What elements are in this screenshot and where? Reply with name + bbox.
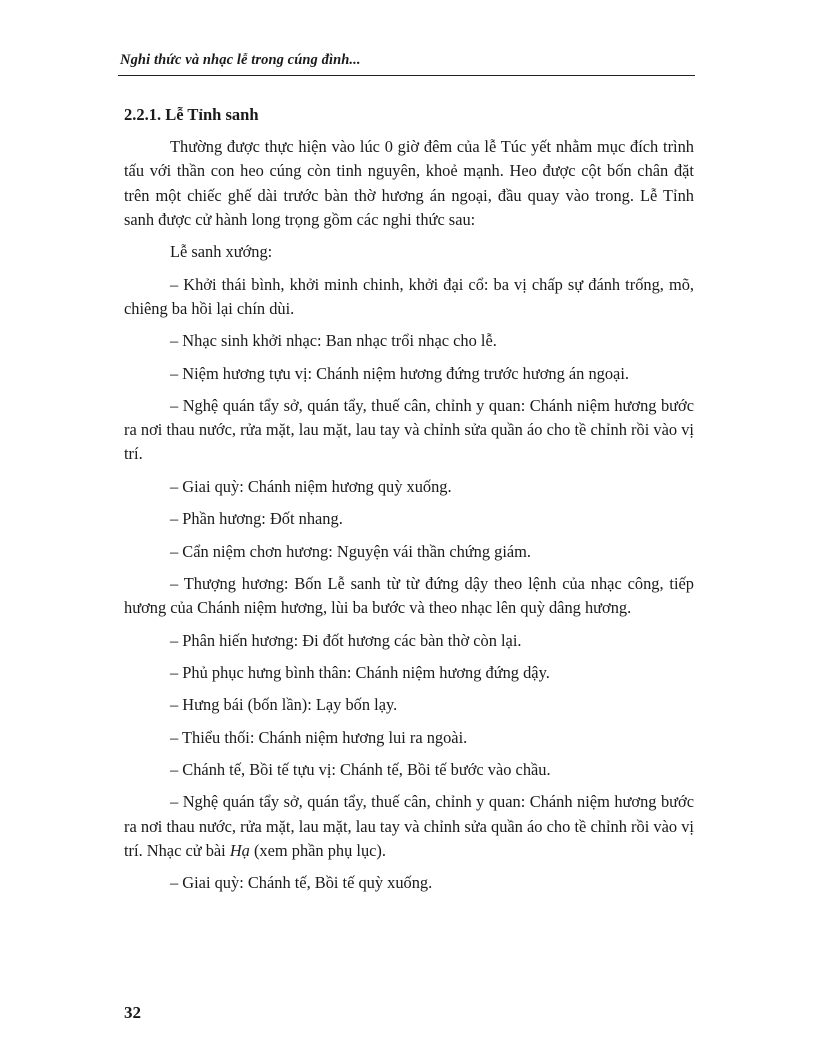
list-item: – Thượng hương: Bốn Lễ sanh từ từ đứng dậy theo lệnh của nhạc công, tiếp hương của Chánh niệm hương, lùi ba bước và theo nhạc lên quỳ dâng hương. bbox=[124, 573, 694, 618]
section-title: 2.2.1. Lễ Tỉnh sanh bbox=[124, 105, 259, 124]
running-header: Nghi thức và nhạc lễ trong cúng đình... bbox=[120, 52, 361, 68]
paragraph-le-sanh-xuong: Lễ sanh xướng: bbox=[170, 242, 273, 262]
list-item: – Hưng bái (bốn lần): Lạy bốn lạy. bbox=[170, 695, 398, 715]
list-item: – Giai quỳ: Chánh tế, Bồi tế quỳ xuống. bbox=[170, 873, 433, 893]
list-item: – Thiểu thối: Chánh niệm hương lui ra ngoài. bbox=[170, 727, 468, 747]
page-body bbox=[124, 103, 694, 904]
list-item: – Phân hiến hương: Đi đốt hương các bàn thờ còn lại. bbox=[170, 630, 522, 650]
header-rule bbox=[118, 75, 695, 76]
list-item-with-italic bbox=[124, 790, 694, 863]
list-item: – Phần hương: Đốt nhang. bbox=[170, 509, 343, 529]
list-item: – Chánh tế, Bồi tế tựu vị: Chánh tế, Bồi tế bước vào chầu. bbox=[170, 760, 551, 780]
paragraph-intro: Thường được thực hiện vào lúc 0 giờ đêm của lễ Túc yết nhằm mục đích trình tấu với thần con heo cúng còn tinh nguyên, khoẻ mạnh. Heo được cột bốn chân đặt trên một chiếc ghế dài trước bàn thờ hương án ngoại, đầu quay vào trong. Lễ Tỉnh sanh được cử hành long trọng gồm các nghi thức sau: bbox=[124, 137, 694, 229]
list-item: – Nhạc sinh khởi nhạc: Ban nhạc trổi nhạc cho lễ. bbox=[170, 331, 497, 351]
page-number: 32 bbox=[124, 1003, 141, 1022]
list-item-text: – Nghệ quán tẩy sở, quán tẩy, thuế cân, chỉnh y quan: Chánh niệm hương bước ra nơi thau nước, rửa mặt, lau mặt, lau tay và chỉnh sửa quần áo cho tề chỉnh rồi vào vị trí. Nhạc cử bài bbox=[124, 792, 694, 860]
list-item-text: (xem phần phụ lục). bbox=[249, 840, 386, 860]
list-item: – Niệm hương tựu vị: Chánh niệm hương đứng trước hương án ngoại. bbox=[170, 363, 629, 383]
list-item: – Cẩn niệm chơn hương: Nguyện vái thần chứng giám. bbox=[170, 541, 532, 561]
list-item: – Phủ phục hưng bình thân: Chánh niệm hương đứng dậy. bbox=[170, 662, 550, 682]
list-item: – Giai quỳ: Chánh niệm hương quỳ xuống. bbox=[170, 476, 452, 496]
list-item: – Khởi thái bình, khởi minh chinh, khởi đại cổ: ba vị chấp sự đánh trống, mõ, chiêng ba hồi lại chín dùi. bbox=[124, 274, 694, 318]
list-item: – Nghệ quán tẩy sở, quán tẩy, thuế cân, chỉnh y quan: Chánh niệm hương bước ra nơi thau nước, rửa mặt, lau mặt, lau tay và chỉnh sửa quần áo cho tề chỉnh rồi vào vị trí. bbox=[124, 395, 694, 464]
italic-song-title: Hạ bbox=[229, 840, 250, 860]
